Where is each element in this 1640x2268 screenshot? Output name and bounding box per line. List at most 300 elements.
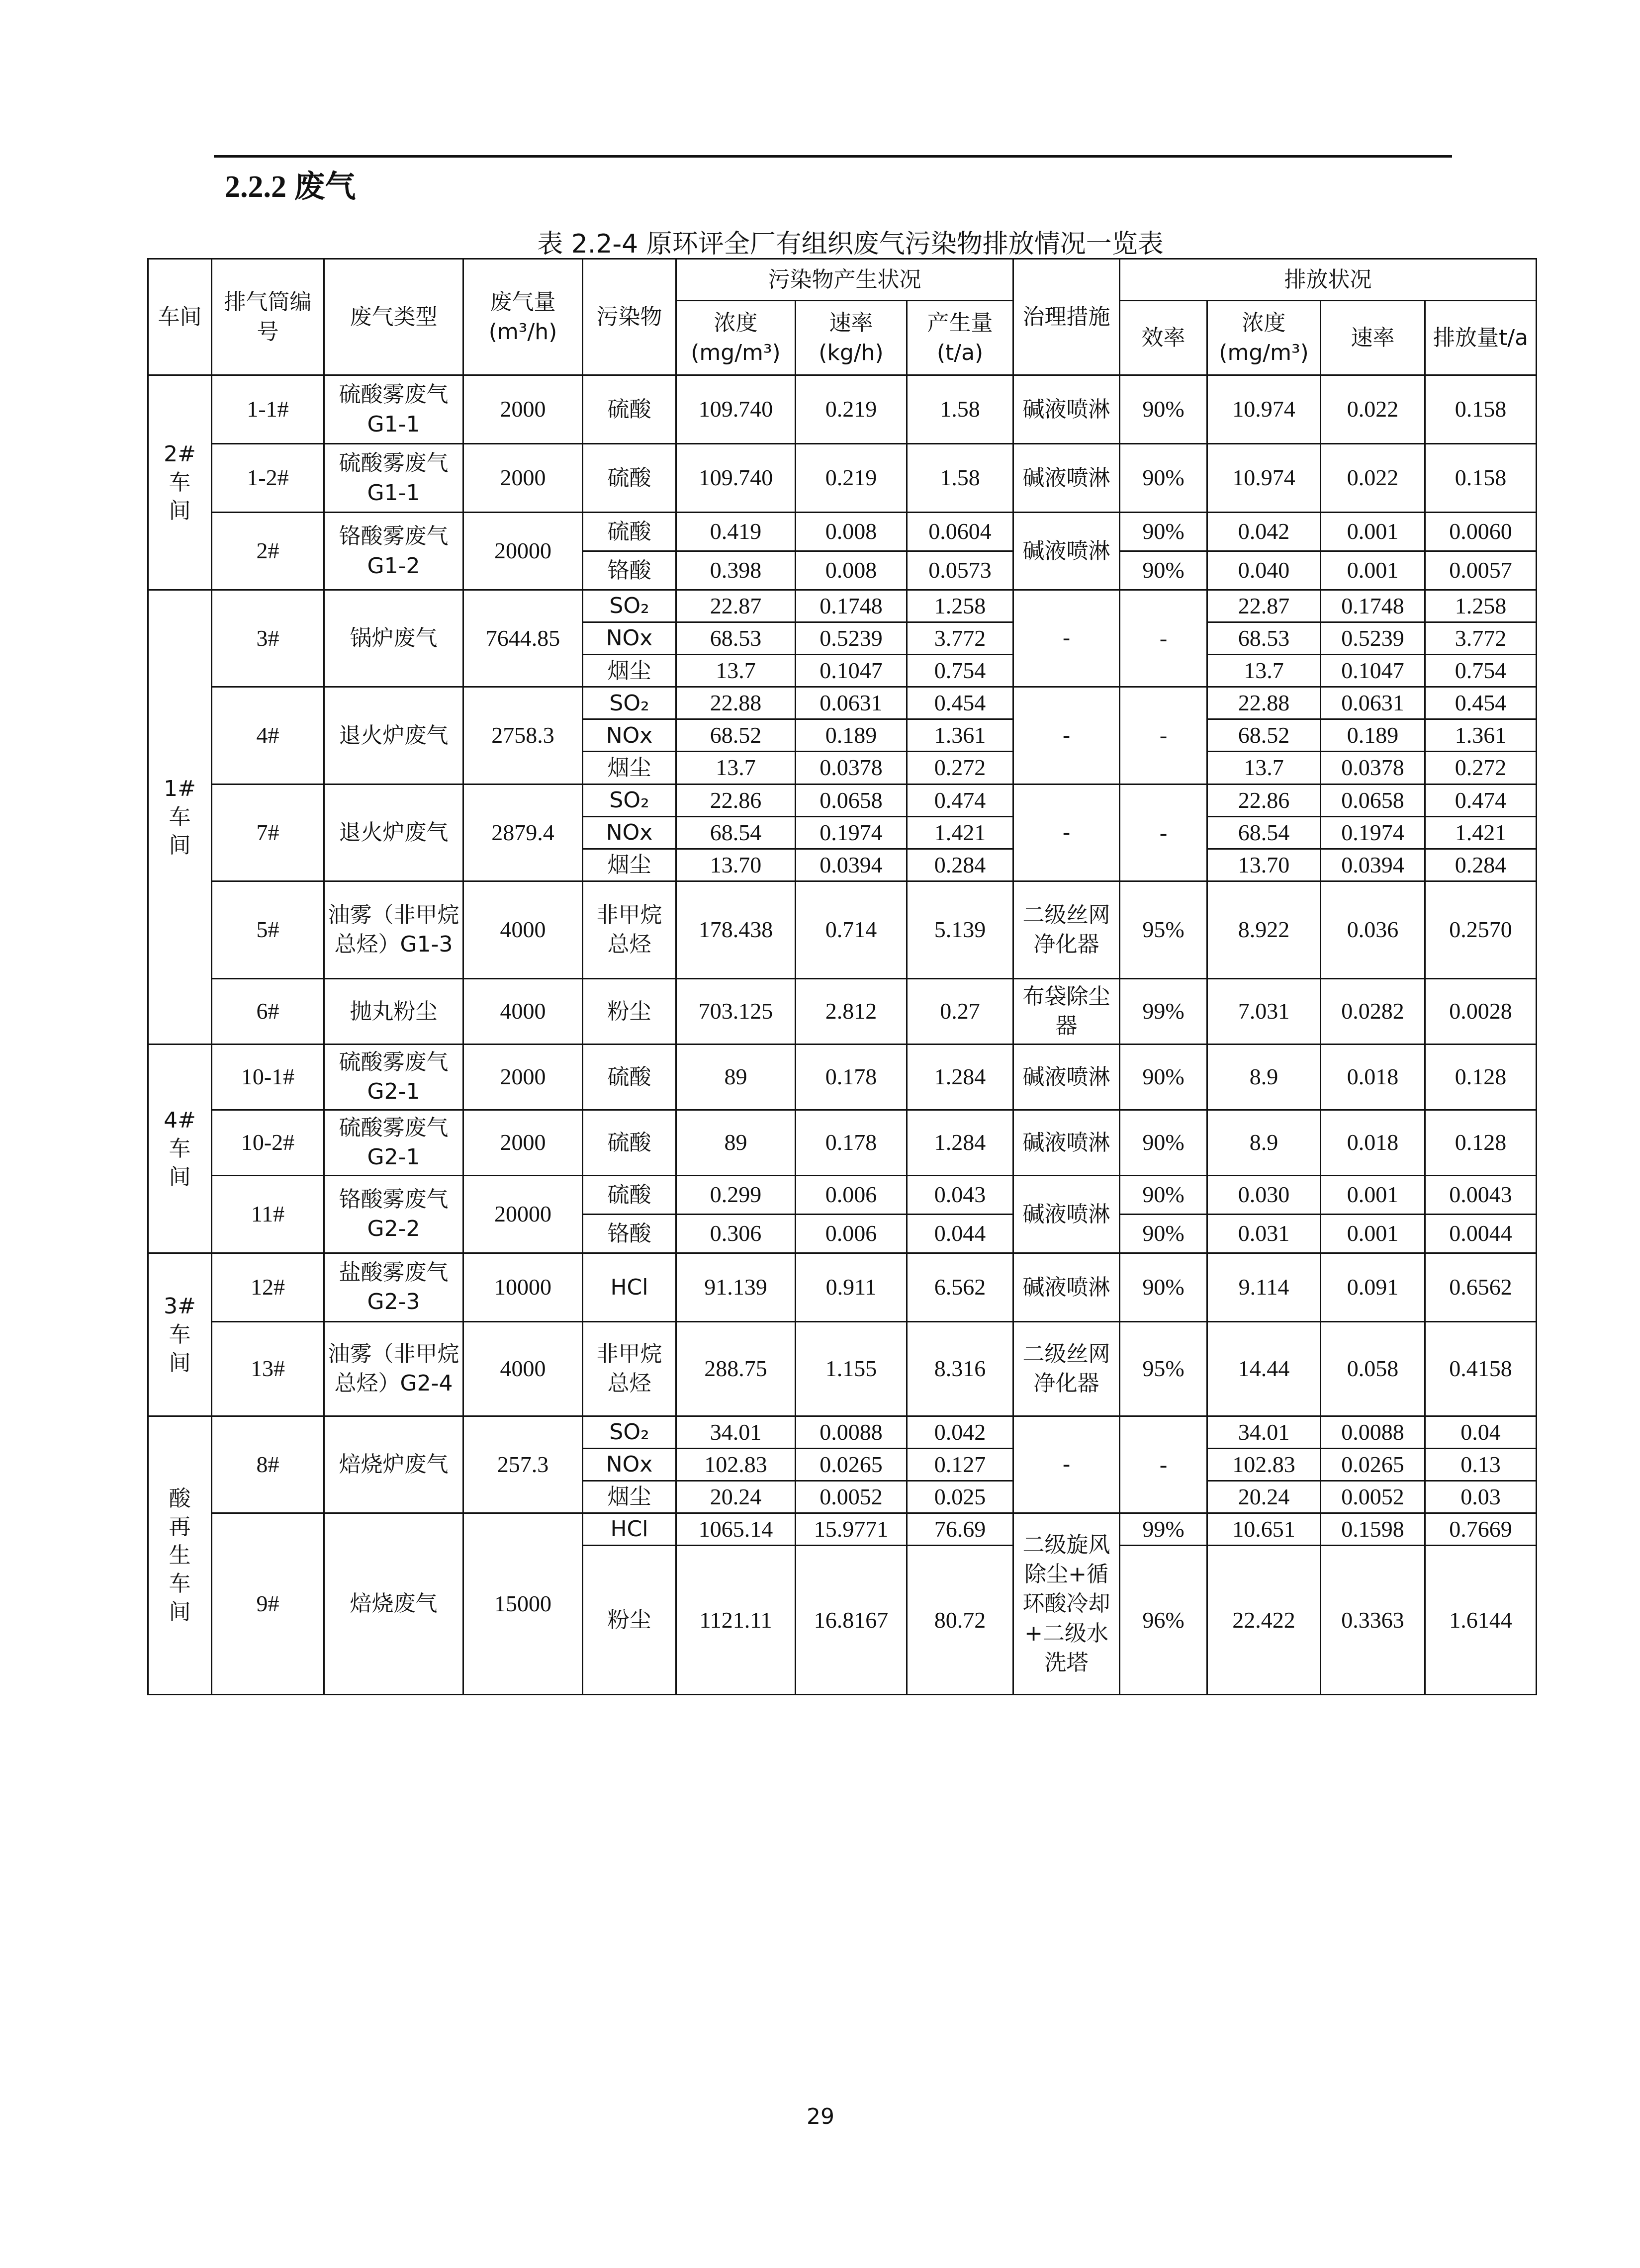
cell-gas-type: 抛丸粉尘 — [324, 978, 463, 1044]
cell-em-rate: 0.5239 — [1321, 622, 1425, 655]
cell-em-rate: 0.1748 — [1321, 590, 1425, 622]
cell-treatment: - — [1013, 590, 1120, 687]
header-prod-amount: 产生量(t/a) — [907, 301, 1013, 375]
cell-treatment: - — [1013, 1416, 1120, 1513]
cell-pollutant: 硫酸 — [583, 1110, 676, 1175]
cell-amount: 5.139 — [907, 881, 1013, 978]
cell-rate: 16.8167 — [796, 1546, 907, 1695]
cell-em-amount: 1.6144 — [1425, 1546, 1537, 1695]
cell-gas-type: 铬酸雾废气 G2-2 — [324, 1175, 463, 1253]
cell-em-amount: 0.0044 — [1425, 1214, 1537, 1253]
cell-rate: 0.1974 — [796, 816, 907, 849]
cell-treatment: 碱液喷淋 — [1013, 1110, 1120, 1175]
cell-em-rate: 0.3363 — [1321, 1546, 1425, 1695]
header-workshop: 车间 — [148, 259, 212, 375]
cell-conc: 288.75 — [676, 1321, 796, 1416]
cell-em-rate: 0.018 — [1321, 1044, 1425, 1110]
cell-pollutant: 硫酸 — [583, 513, 676, 551]
cell-eff: - — [1120, 1416, 1207, 1513]
table-row — [148, 1513, 1537, 1546]
cell-amount: 8.316 — [907, 1321, 1013, 1416]
cell-pollutant: 粉尘 — [583, 978, 676, 1044]
header-em-rate: 速率 — [1321, 301, 1425, 375]
cell-volume: 2000 — [463, 444, 583, 513]
cell-stack: 10-2# — [212, 1110, 324, 1175]
cell-rate: 0.0052 — [796, 1481, 907, 1513]
cell-conc: 13.70 — [676, 849, 796, 881]
cell-rate: 0.219 — [796, 444, 907, 513]
cell-em-amount: 0.0043 — [1425, 1175, 1537, 1214]
cell-em-rate: 0.018 — [1321, 1110, 1425, 1175]
cell-eff: 99% — [1120, 978, 1207, 1044]
cell-pollutant: SO₂ — [583, 687, 676, 719]
cell-pollutant: NOx — [583, 816, 676, 849]
cell-conc: 89 — [676, 1044, 796, 1110]
cell-volume: 20000 — [463, 513, 583, 590]
cell-treatment: 碱液喷淋 — [1013, 375, 1120, 444]
cell-treatment: 碱液喷淋 — [1013, 444, 1120, 513]
cell-rate: 0.189 — [796, 719, 907, 752]
cell-em-amount: 0.158 — [1425, 375, 1537, 444]
cell-conc: 109.740 — [676, 444, 796, 513]
header-volume: 废气量(m³/h) — [463, 259, 583, 375]
cell-amount: 0.754 — [907, 655, 1013, 687]
cell-gas-type: 退火炉废气 — [324, 784, 463, 881]
cell-stack: 1-1# — [212, 375, 324, 444]
cell-pollutant: NOx — [583, 1448, 676, 1481]
cell-em-amount: 0.03 — [1425, 1481, 1537, 1513]
cell-pollutant: 粉尘 — [583, 1546, 676, 1695]
cell-amount: 0.025 — [907, 1481, 1013, 1513]
header-prod-conc: 浓度(mg/m³) — [676, 301, 796, 375]
cell-gas-type: 焙烧废气 — [324, 1513, 463, 1695]
top-rule — [214, 155, 1452, 158]
cell-amount: 76.69 — [907, 1513, 1013, 1546]
cell-conc: 34.01 — [676, 1416, 796, 1448]
cell-volume: 4000 — [463, 881, 583, 978]
cell-em-conc: 0.030 — [1207, 1175, 1321, 1214]
cell-pollutant: NOx — [583, 719, 676, 752]
cell-volume: 2000 — [463, 1110, 583, 1175]
cell-em-amount: 0.7669 — [1425, 1513, 1537, 1546]
cell-amount: 80.72 — [907, 1546, 1013, 1695]
cell-em-rate: 0.058 — [1321, 1321, 1425, 1416]
cell-amount: 0.284 — [907, 849, 1013, 881]
cell-pollutant: 铬酸 — [583, 551, 676, 590]
cell-em-rate: 0.0394 — [1321, 849, 1425, 881]
cell-stack: 13# — [212, 1321, 324, 1416]
cell-em-conc: 68.54 — [1207, 816, 1321, 849]
cell-em-rate: 0.1047 — [1321, 655, 1425, 687]
cell-em-conc: 10.974 — [1207, 375, 1321, 444]
cell-rate: 0.714 — [796, 881, 907, 978]
header-treatment: 治理措施 — [1013, 259, 1120, 375]
cell-gas-type: 油雾（非甲烷总烃）G2-4 — [324, 1321, 463, 1416]
cell-eff: 90% — [1120, 551, 1207, 590]
table-row — [148, 590, 1537, 622]
cell-pollutant: 非甲烷总烃 — [583, 1321, 676, 1416]
cell-conc: 0.306 — [676, 1214, 796, 1253]
cell-volume: 2879.4 — [463, 784, 583, 881]
cell-treatment: - — [1013, 687, 1120, 784]
cell-em-conc: 34.01 — [1207, 1416, 1321, 1448]
cell-eff: 99% — [1120, 1513, 1207, 1546]
cell-em-rate: 0.001 — [1321, 513, 1425, 551]
cell-workshop: 3#车间 — [148, 1253, 212, 1416]
cell-rate: 0.0265 — [796, 1448, 907, 1481]
cell-volume: 15000 — [463, 1513, 583, 1695]
cell-amount: 1.58 — [907, 444, 1013, 513]
cell-gas-type: 油雾（非甲烷总烃）G1-3 — [324, 881, 463, 978]
cell-amount: 6.562 — [907, 1253, 1013, 1321]
cell-amount: 1.361 — [907, 719, 1013, 752]
cell-em-conc: 8.9 — [1207, 1110, 1321, 1175]
header-em-conc: 浓度(mg/m³) — [1207, 301, 1321, 375]
cell-pollutant: 硫酸 — [583, 375, 676, 444]
cell-workshop: 1#车间 — [148, 590, 212, 1045]
cell-stack: 10-1# — [212, 1044, 324, 1110]
cell-gas-type: 盐酸雾废气 G2-3 — [324, 1253, 463, 1321]
cell-amount: 0.042 — [907, 1416, 1013, 1448]
cell-pollutant: 烟尘 — [583, 655, 676, 687]
cell-volume: 2000 — [463, 375, 583, 444]
table-row — [148, 1253, 1537, 1321]
cell-conc: 102.83 — [676, 1448, 796, 1481]
cell-em-amount: 0.158 — [1425, 444, 1537, 513]
cell-volume: 4000 — [463, 1321, 583, 1416]
header-prod-rate: 速率(kg/h) — [796, 301, 907, 375]
cell-em-conc: 9.114 — [1207, 1253, 1321, 1321]
cell-rate: 0.008 — [796, 513, 907, 551]
cell-eff: 90% — [1120, 1110, 1207, 1175]
cell-em-rate: 0.0378 — [1321, 752, 1425, 784]
cell-eff: - — [1120, 784, 1207, 881]
cell-amount: 1.58 — [907, 375, 1013, 444]
cell-em-conc: 22.87 — [1207, 590, 1321, 622]
cell-stack: 5# — [212, 881, 324, 978]
cell-rate: 0.006 — [796, 1175, 907, 1214]
cell-rate: 0.008 — [796, 551, 907, 590]
cell-em-amount: 3.772 — [1425, 622, 1537, 655]
cell-pollutant: 硫酸 — [583, 1044, 676, 1110]
cell-amount: 1.421 — [907, 816, 1013, 849]
cell-em-conc: 10.974 — [1207, 444, 1321, 513]
cell-em-rate: 0.036 — [1321, 881, 1425, 978]
cell-em-conc: 20.24 — [1207, 1481, 1321, 1513]
cell-workshop: 2#车间 — [148, 375, 212, 590]
cell-eff: 90% — [1120, 1253, 1207, 1321]
cell-rate: 0.178 — [796, 1110, 907, 1175]
cell-rate: 1.155 — [796, 1321, 907, 1416]
cell-em-amount: 0.0060 — [1425, 513, 1537, 551]
cell-stack: 3# — [212, 590, 324, 687]
cell-treatment: 碱液喷淋 — [1013, 1253, 1120, 1321]
header-production-group: 污染物产生状况 — [676, 259, 1013, 301]
cell-em-conc: 8.922 — [1207, 881, 1321, 978]
table-row — [148, 444, 1537, 513]
cell-workshop: 酸再生车间 — [148, 1416, 212, 1694]
cell-stack: 7# — [212, 784, 324, 881]
cell-volume: 20000 — [463, 1175, 583, 1253]
cell-stack: 2# — [212, 513, 324, 590]
cell-treatment: 碱液喷淋 — [1013, 1044, 1120, 1110]
cell-eff: 95% — [1120, 881, 1207, 978]
cell-conc: 0.398 — [676, 551, 796, 590]
cell-pollutant: 铬酸 — [583, 1214, 676, 1253]
cell-eff: 90% — [1120, 375, 1207, 444]
cell-gas-type: 锅炉废气 — [324, 590, 463, 687]
cell-gas-type: 硫酸雾废气 G2-1 — [324, 1110, 463, 1175]
cell-conc: 1065.14 — [676, 1513, 796, 1546]
cell-conc: 89 — [676, 1110, 796, 1175]
cell-em-conc: 13.7 — [1207, 752, 1321, 784]
cell-amount: 0.272 — [907, 752, 1013, 784]
cell-gas-type: 硫酸雾废气 G1-1 — [324, 444, 463, 513]
cell-em-rate: 0.1598 — [1321, 1513, 1425, 1546]
cell-amount: 0.044 — [907, 1214, 1013, 1253]
header-stack: 排气筒编号 — [212, 259, 324, 375]
cell-em-amount: 0.13 — [1425, 1448, 1537, 1481]
cell-em-amount: 0.0057 — [1425, 551, 1537, 590]
cell-em-conc: 14.44 — [1207, 1321, 1321, 1416]
cell-em-amount: 0.272 — [1425, 752, 1537, 784]
cell-pollutant: 烟尘 — [583, 752, 676, 784]
cell-treatment: 碱液喷淋 — [1013, 513, 1120, 590]
cell-stack: 4# — [212, 687, 324, 784]
cell-em-amount: 0.04 — [1425, 1416, 1537, 1448]
cell-em-amount: 0.4158 — [1425, 1321, 1537, 1416]
table-row — [148, 978, 1537, 1044]
cell-em-conc: 22.422 — [1207, 1546, 1321, 1695]
cell-amount: 0.043 — [907, 1175, 1013, 1214]
header-gas-type: 废气类型 — [324, 259, 463, 375]
cell-pollutant: 硫酸 — [583, 444, 676, 513]
cell-em-conc: 8.9 — [1207, 1044, 1321, 1110]
cell-em-rate: 0.0631 — [1321, 687, 1425, 719]
cell-pollutant: 烟尘 — [583, 1481, 676, 1513]
cell-rate: 0.0378 — [796, 752, 907, 784]
cell-conc: 91.139 — [676, 1253, 796, 1321]
cell-rate: 0.0088 — [796, 1416, 907, 1448]
cell-conc: 68.52 — [676, 719, 796, 752]
cell-rate: 0.1047 — [796, 655, 907, 687]
cell-treatment: 二级丝网净化器 — [1013, 1321, 1120, 1416]
cell-conc: 109.740 — [676, 375, 796, 444]
cell-eff: - — [1120, 687, 1207, 784]
table-row — [148, 687, 1537, 719]
cell-em-rate: 0.022 — [1321, 375, 1425, 444]
cell-conc: 0.419 — [676, 513, 796, 551]
table-row — [148, 1321, 1537, 1416]
cell-em-rate: 0.0088 — [1321, 1416, 1425, 1448]
cell-volume: 4000 — [463, 978, 583, 1044]
cell-volume: 10000 — [463, 1253, 583, 1321]
cell-amount: 0.454 — [907, 687, 1013, 719]
cell-rate: 0.219 — [796, 375, 907, 444]
cell-treatment: 布袋除尘器 — [1013, 978, 1120, 1044]
cell-em-conc: 13.70 — [1207, 849, 1321, 881]
cell-pollutant: 硫酸 — [583, 1175, 676, 1214]
cell-eff: 90% — [1120, 1214, 1207, 1253]
cell-rate: 0.0394 — [796, 849, 907, 881]
cell-em-conc: 68.52 — [1207, 719, 1321, 752]
cell-em-amount: 0.754 — [1425, 655, 1537, 687]
cell-treatment: 碱液喷淋 — [1013, 1175, 1120, 1253]
cell-conc: 703.125 — [676, 978, 796, 1044]
cell-em-amount: 0.0028 — [1425, 978, 1537, 1044]
cell-gas-type: 硫酸雾废气 G1-1 — [324, 375, 463, 444]
cell-em-rate: 0.0052 — [1321, 1481, 1425, 1513]
cell-rate: 0.911 — [796, 1253, 907, 1321]
cell-workshop: 4#车间 — [148, 1044, 212, 1253]
cell-conc: 22.86 — [676, 784, 796, 816]
table-row — [148, 375, 1537, 444]
cell-conc: 13.7 — [676, 752, 796, 784]
cell-rate: 0.1748 — [796, 590, 907, 622]
cell-rate: 0.0658 — [796, 784, 907, 816]
cell-pollutant: NOx — [583, 622, 676, 655]
table-row — [148, 1175, 1537, 1214]
cell-amount: 1.284 — [907, 1044, 1013, 1110]
cell-em-conc: 13.7 — [1207, 655, 1321, 687]
cell-stack: 12# — [212, 1253, 324, 1321]
cell-amount: 3.772 — [907, 622, 1013, 655]
cell-em-rate: 0.091 — [1321, 1253, 1425, 1321]
cell-em-rate: 0.0282 — [1321, 978, 1425, 1044]
cell-rate: 0.178 — [796, 1044, 907, 1110]
cell-conc: 1121.11 — [676, 1546, 796, 1695]
table-row — [148, 784, 1537, 816]
table-row — [148, 513, 1537, 551]
cell-gas-type: 焙烧炉废气 — [324, 1416, 463, 1513]
cell-treatment: 二级丝网净化器 — [1013, 881, 1120, 978]
cell-amount: 0.27 — [907, 978, 1013, 1044]
cell-em-amount: 0.284 — [1425, 849, 1537, 881]
cell-em-rate: 0.001 — [1321, 1214, 1425, 1253]
cell-eff: 90% — [1120, 1175, 1207, 1214]
cell-volume: 257.3 — [463, 1416, 583, 1513]
cell-rate: 0.0631 — [796, 687, 907, 719]
table-body — [148, 375, 1537, 1695]
cell-rate: 15.9771 — [796, 1513, 907, 1546]
cell-em-amount: 1.361 — [1425, 719, 1537, 752]
cell-em-rate: 0.022 — [1321, 444, 1425, 513]
cell-stack: 6# — [212, 978, 324, 1044]
cell-stack: 9# — [212, 1513, 324, 1695]
cell-em-conc: 102.83 — [1207, 1448, 1321, 1481]
cell-gas-type: 退火炉废气 — [324, 687, 463, 784]
table-row — [148, 881, 1537, 978]
cell-treatment: 二级旋风除尘+循环酸冷却+二级水洗塔 — [1013, 1513, 1120, 1695]
cell-em-conc: 0.040 — [1207, 551, 1321, 590]
cell-eff: 96% — [1120, 1546, 1207, 1695]
cell-em-conc: 0.042 — [1207, 513, 1321, 551]
cell-em-amount: 1.258 — [1425, 590, 1537, 622]
emission-table — [147, 258, 1537, 1695]
cell-pollutant: SO₂ — [583, 1416, 676, 1448]
header-emission-group: 排放状况 — [1120, 259, 1537, 301]
cell-volume: 2758.3 — [463, 687, 583, 784]
table-row — [148, 1416, 1537, 1448]
cell-gas-type: 硫酸雾废气 G2-1 — [324, 1044, 463, 1110]
cell-em-amount: 0.454 — [1425, 687, 1537, 719]
cell-conc: 0.299 — [676, 1175, 796, 1214]
cell-treatment: - — [1013, 784, 1120, 881]
cell-em-rate: 0.001 — [1321, 551, 1425, 590]
cell-amount: 0.0573 — [907, 551, 1013, 590]
header-em-amount: 排放量t/a — [1425, 301, 1537, 375]
cell-em-conc: 0.031 — [1207, 1214, 1321, 1253]
header-pollutant: 污染物 — [583, 259, 676, 375]
cell-em-amount: 0.128 — [1425, 1110, 1537, 1175]
cell-amount: 1.284 — [907, 1110, 1013, 1175]
cell-amount: 0.0604 — [907, 513, 1013, 551]
cell-rate: 2.812 — [796, 978, 907, 1044]
cell-stack: 8# — [212, 1416, 324, 1513]
cell-pollutant: 非甲烷总烃 — [583, 881, 676, 978]
cell-em-conc: 10.651 — [1207, 1513, 1321, 1546]
table-caption: 表 2.2-4 原环评全厂有组织废气污染物排放情况一览表 — [537, 229, 1164, 259]
cell-eff: 90% — [1120, 444, 1207, 513]
cell-em-amount: 0.474 — [1425, 784, 1537, 816]
cell-rate: 0.5239 — [796, 622, 907, 655]
cell-stack: 1-2# — [212, 444, 324, 513]
cell-em-amount: 1.421 — [1425, 816, 1537, 849]
cell-conc: 22.88 — [676, 687, 796, 719]
cell-em-conc: 7.031 — [1207, 978, 1321, 1044]
header-efficiency: 效率 — [1120, 301, 1207, 375]
section-heading: 2.2.2 废气 — [225, 170, 356, 204]
cell-eff: 90% — [1120, 1044, 1207, 1110]
cell-em-rate: 0.0658 — [1321, 784, 1425, 816]
cell-pollutant: 烟尘 — [583, 849, 676, 881]
cell-gas-type: 铬酸雾废气 G1-2 — [324, 513, 463, 590]
cell-em-conc: 22.88 — [1207, 687, 1321, 719]
cell-rate: 0.006 — [796, 1214, 907, 1253]
cell-eff: 95% — [1120, 1321, 1207, 1416]
cell-amount: 0.127 — [907, 1448, 1013, 1481]
page-number: 29 — [807, 2104, 834, 2129]
cell-pollutant: SO₂ — [583, 590, 676, 622]
cell-em-amount: 0.128 — [1425, 1044, 1537, 1110]
cell-em-rate: 0.0265 — [1321, 1448, 1425, 1481]
table-row — [148, 1110, 1537, 1175]
cell-em-amount: 0.6562 — [1425, 1253, 1537, 1321]
cell-pollutant: HCl — [583, 1513, 676, 1546]
cell-conc: 13.7 — [676, 655, 796, 687]
cell-volume: 7644.85 — [463, 590, 583, 687]
cell-eff: - — [1120, 590, 1207, 687]
cell-amount: 1.258 — [907, 590, 1013, 622]
cell-em-rate: 0.001 — [1321, 1175, 1425, 1214]
cell-em-rate: 0.189 — [1321, 719, 1425, 752]
cell-eff: 90% — [1120, 513, 1207, 551]
cell-conc: 68.54 — [676, 816, 796, 849]
cell-volume: 2000 — [463, 1044, 583, 1110]
cell-conc: 22.87 — [676, 590, 796, 622]
cell-stack: 11# — [212, 1175, 324, 1253]
cell-pollutant: HCl — [583, 1253, 676, 1321]
cell-conc: 68.53 — [676, 622, 796, 655]
cell-conc: 20.24 — [676, 1481, 796, 1513]
cell-amount: 0.474 — [907, 784, 1013, 816]
cell-em-amount: 0.2570 — [1425, 881, 1537, 978]
cell-pollutant: SO₂ — [583, 784, 676, 816]
cell-em-rate: 0.1974 — [1321, 816, 1425, 849]
cell-em-conc: 68.53 — [1207, 622, 1321, 655]
cell-conc: 178.438 — [676, 881, 796, 978]
table-row — [148, 1044, 1537, 1110]
